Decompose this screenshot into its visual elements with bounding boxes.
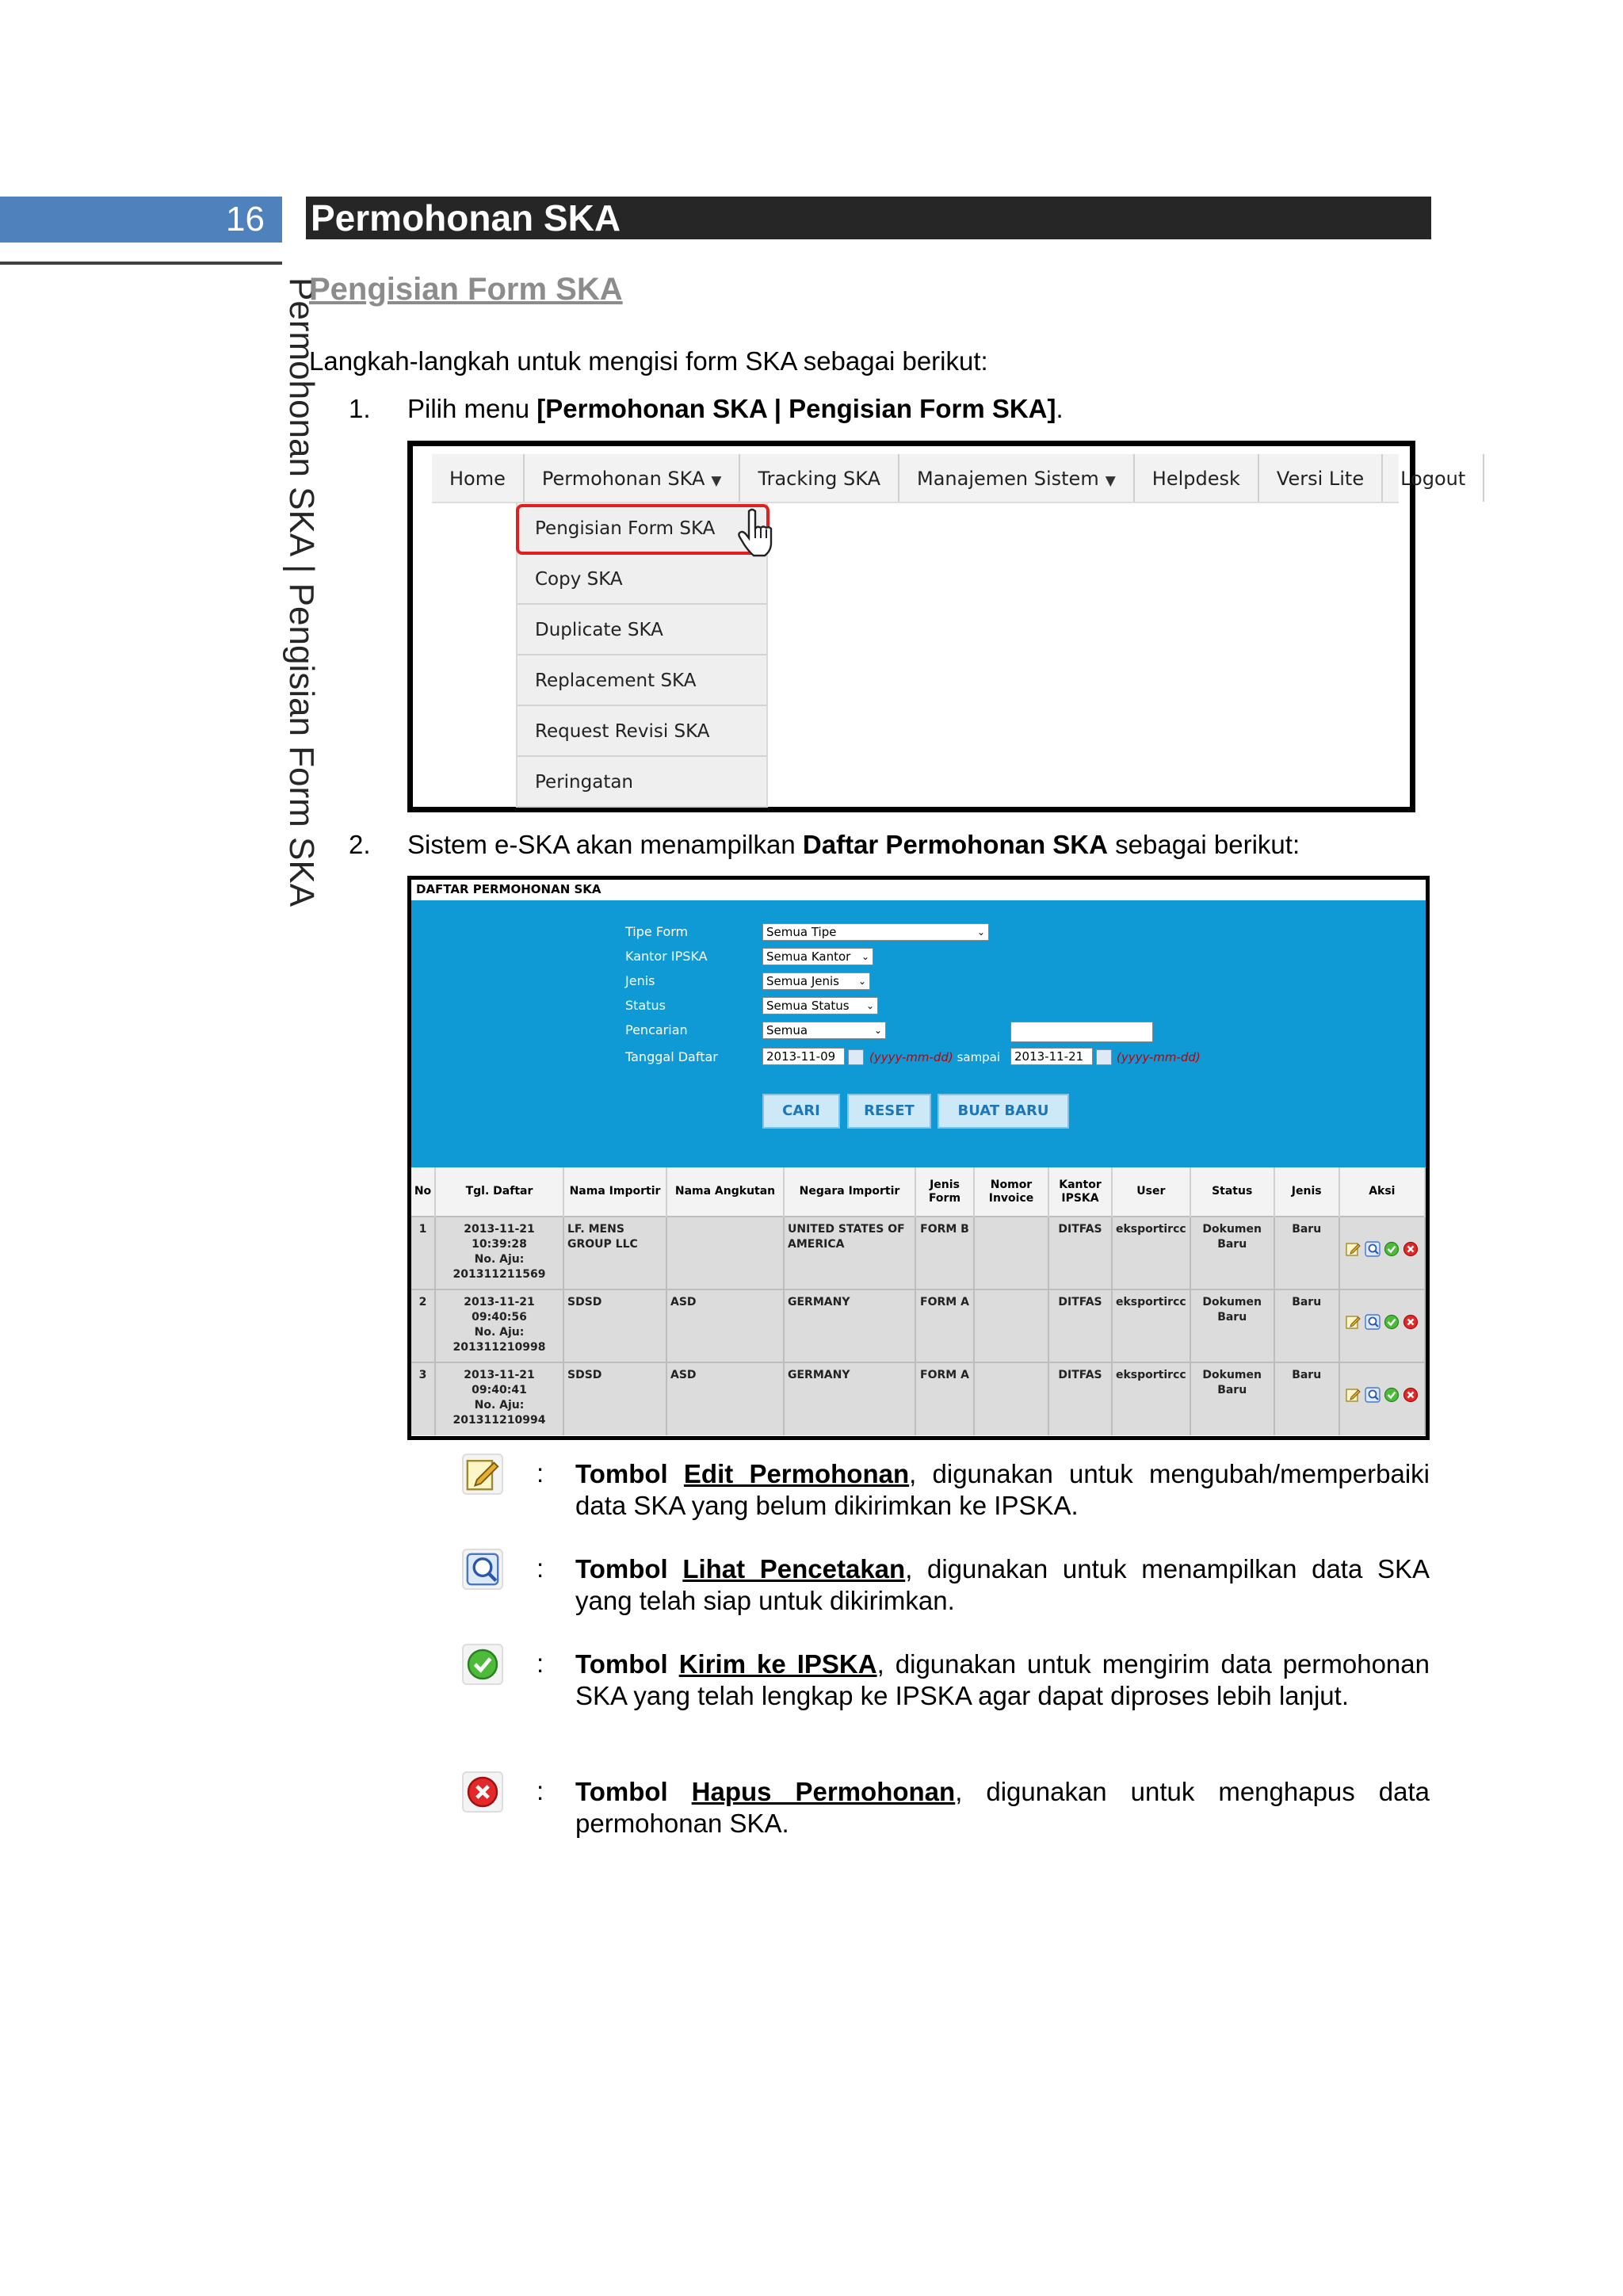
menu-screenshot (407, 441, 1466, 812)
col-tgl-daftar: Tgl. Daftar (435, 1167, 563, 1217)
cell-aksi (1339, 1289, 1425, 1362)
select-pencarian-value: Semua (766, 1023, 808, 1037)
col-user: User (1112, 1167, 1190, 1217)
cell-user: eksportircc (1112, 1289, 1190, 1362)
cell-importir: LF. MENS GROUP LLC (563, 1217, 666, 1289)
view-icon (462, 1549, 503, 1590)
send-icon[interactable] (1384, 1314, 1400, 1330)
chevron-down-icon: ⌄ (976, 926, 985, 938)
table-row (411, 1217, 1425, 1289)
cell-status: Dokumen Baru (1190, 1289, 1274, 1362)
legend-lead: Tombol (575, 1554, 683, 1584)
delete-icon[interactable] (1403, 1387, 1419, 1403)
cell-aju-label: No. Aju: (474, 1253, 525, 1266)
chevron-down-icon: ⌄ (861, 951, 869, 962)
menu-versi-lite[interactable]: Versi Lite (1259, 454, 1383, 502)
col-aksi: Aksi (1339, 1167, 1425, 1217)
step-1-number: 1. (349, 394, 371, 423)
cell-invoice (974, 1362, 1048, 1435)
step-2-post: sebagai berikut: (1107, 830, 1300, 859)
col-nomor-invoice: Nomor Invoice (974, 1167, 1048, 1217)
cell-status: Dokumen Baru (1190, 1362, 1274, 1435)
daftar-title: DAFTAR PERMOHONAN SKA (411, 880, 1426, 900)
edit-icon[interactable] (1346, 1241, 1361, 1257)
select-tipe-form[interactable] (762, 923, 989, 941)
step-2-text (407, 829, 1300, 861)
cell-tgl-daftar (435, 1289, 563, 1362)
hand-cursor-icon (738, 508, 773, 559)
table-header-row (411, 1167, 1425, 1217)
label-status: Status (625, 998, 666, 1013)
select-pencarian[interactable] (762, 1022, 886, 1039)
col-jenis-form: Jenis Form (915, 1167, 974, 1217)
step-1-pre: Pilih menu (407, 394, 537, 423)
edit-icon[interactable] (1346, 1314, 1361, 1330)
step-2-number: 2. (349, 830, 371, 859)
cell-importir: SDSD (563, 1362, 666, 1435)
cell-jenis: Baru (1274, 1362, 1339, 1435)
cell-invoice (974, 1289, 1048, 1362)
cell-negara: GERMANY (784, 1289, 915, 1362)
menu-tracking-ska[interactable]: Tracking SKA (740, 454, 899, 502)
cell-tgl: 2013-11-21 (464, 1296, 535, 1308)
menu-manajemen-label: Manajemen Sistem (916, 468, 1099, 490)
cell-no: 2 (411, 1289, 435, 1362)
cell-jam: 09:40:41 (472, 1384, 527, 1396)
view-icon[interactable] (1365, 1387, 1381, 1403)
date-range-text (869, 1050, 1000, 1064)
reset-button[interactable]: RESET (847, 1094, 931, 1129)
legend-desc: , digunakan untuk mengirim data permohonan SKA yang telah lengkap ke IPSKA agar dapat diproses lebih lanjut. (575, 1649, 1430, 1710)
menu-permohonan-ska[interactable] (525, 454, 741, 502)
chevron-down-icon: ⌄ (873, 1025, 882, 1036)
chevron-down-icon: ⌄ (865, 1000, 874, 1011)
menu-helpdesk[interactable]: Helpdesk (1135, 454, 1259, 502)
cell-importir: SDSD (563, 1289, 666, 1362)
col-no: No (411, 1167, 435, 1217)
legend-text (575, 1553, 1430, 1617)
legend-button-name: Lihat Pencetakan (682, 1554, 906, 1584)
table-row (411, 1362, 1425, 1435)
highlight-box (516, 504, 769, 555)
col-nama-angkutan: Nama Angkutan (666, 1167, 784, 1217)
select-jenis-value: Semua Jenis (766, 974, 839, 988)
cell-jenis-form: FORM A (915, 1289, 974, 1362)
cell-no: 3 (411, 1362, 435, 1435)
cell-negara: GERMANY (784, 1362, 915, 1435)
label-kantor: Kantor IPSKA (625, 949, 708, 964)
legend-lead: Tombol (575, 1777, 692, 1806)
cell-angkutan: ASD (666, 1362, 784, 1435)
cell-jenis: Baru (1274, 1289, 1339, 1362)
legend-colon: : (537, 1648, 544, 1678)
chevron-down-icon: ⌄ (857, 976, 866, 987)
send-icon[interactable] (1384, 1241, 1400, 1257)
legend-desc: , digunakan untuk menghapus data permohonan SKA. (575, 1777, 1430, 1838)
col-nama-importir: Nama Importir (563, 1167, 666, 1217)
col-kantor-ipska: Kantor IPSKA (1048, 1167, 1112, 1217)
cell-aju-label: No. Aju: (474, 1326, 525, 1339)
intro-text: Langkah-langkah untuk mengisi form SKA sebagai berikut: (309, 346, 988, 376)
step-2-bold: Daftar Permohonan SKA (802, 830, 1108, 859)
edit-icon[interactable] (1346, 1387, 1361, 1403)
legend-lead: Tombol (575, 1459, 684, 1488)
cell-kantor: DITFAS (1048, 1217, 1112, 1289)
view-icon[interactable] (1365, 1241, 1381, 1257)
dropdown-peringatan[interactable]: Peringatan (517, 757, 766, 808)
send-icon[interactable] (1384, 1387, 1400, 1403)
cell-angkutan (666, 1217, 784, 1289)
cell-jenis-form: FORM B (915, 1217, 974, 1289)
dropdown-request-revisi-ska[interactable]: Request Revisi SKA (517, 706, 766, 757)
delete-icon[interactable] (1403, 1314, 1419, 1330)
cell-jam: 09:40:56 (472, 1311, 527, 1324)
legend-desc: , digunakan untuk menampilkan data SKA yang telah siap untuk dikirimkan. (575, 1554, 1430, 1615)
col-negara-importir: Negara Importir (784, 1167, 915, 1217)
date-from-input[interactable]: 2013-11-09 (762, 1048, 845, 1065)
select-status-value: Semua Status (766, 999, 850, 1013)
date-to-input[interactable]: 2013-11-21 (1010, 1048, 1093, 1065)
cell-status: Dokumen Baru (1190, 1217, 1274, 1289)
label-pencarian: Pencarian (625, 1022, 688, 1037)
sampai-label: sampai (957, 1050, 1001, 1064)
daftar-screenshot (407, 876, 1430, 1440)
send-icon (462, 1644, 503, 1685)
cell-aju: 201311211569 (453, 1268, 546, 1281)
cell-kantor: DITFAS (1048, 1289, 1112, 1362)
cari-button[interactable]: CARI (762, 1094, 840, 1129)
select-tipe-form-value: Semua Tipe (766, 925, 837, 939)
legend-button-name: Hapus Permohonan (691, 1777, 956, 1806)
delete-icon (462, 1771, 503, 1813)
legend-colon: : (537, 1553, 544, 1583)
cell-jam: 10:39:28 (472, 1238, 527, 1251)
dropdown-duplicate-ska[interactable]: Duplicate SKA (517, 605, 766, 655)
side-label: Permohonan SKA | Pengisian Form SKA (282, 277, 321, 907)
cell-no: 1 (411, 1217, 435, 1289)
legend-lead: Tombol (575, 1649, 679, 1679)
dropdown-pengisian-form-ska[interactable]: Pengisian Form SKA (517, 503, 766, 554)
label-tanggal-daftar: Tanggal Daftar (625, 1049, 718, 1064)
cell-kantor: DITFAS (1048, 1362, 1112, 1435)
cell-invoice (974, 1217, 1048, 1289)
page-number-underline (0, 262, 282, 265)
date-hint-2: (yyyy-mm-dd) (1117, 1050, 1201, 1064)
select-status[interactable] (762, 997, 878, 1014)
dropdown-replacement-ska[interactable]: Replacement SKA (517, 655, 766, 706)
cell-tgl-daftar (435, 1362, 563, 1435)
delete-icon[interactable] (1403, 1241, 1419, 1257)
date-hint-1: (yyyy-mm-dd) (869, 1050, 953, 1064)
menu-home[interactable]: Home (432, 454, 525, 502)
menu-manajemen-sistem[interactable] (899, 454, 1135, 502)
cell-tgl: 2013-11-21 (464, 1369, 535, 1381)
cell-angkutan: ASD (666, 1289, 784, 1362)
cell-jenis: Baru (1274, 1217, 1339, 1289)
select-jenis[interactable] (762, 972, 870, 990)
legend-desc: , digunakan untuk mengubah/memperbaiki data SKA yang belum dikirimkan ke IPSKA. (575, 1459, 1430, 1520)
cell-aju: 201311210998 (453, 1341, 546, 1354)
calendar-icon[interactable] (848, 1049, 864, 1065)
search-panel (411, 900, 1426, 1167)
label-tipe-form: Tipe Form (625, 924, 689, 939)
legend-colon: : (537, 1776, 544, 1805)
search-input[interactable] (1010, 1022, 1153, 1042)
buat-baru-button[interactable]: BUAT BARU (938, 1094, 1069, 1129)
step-1-bold: [Permohonan SKA | Pengisian Form SKA] (537, 394, 1056, 423)
cell-negara: UNITED STATES OF AMERICA (784, 1217, 915, 1289)
legend-text (575, 1458, 1430, 1522)
menu-logout[interactable]: Logout (1383, 454, 1484, 502)
chevron-down-icon: ▼ (1105, 473, 1116, 489)
cell-aksi (1339, 1362, 1425, 1435)
calendar-icon[interactable] (1096, 1049, 1112, 1065)
dropdown-copy-ska[interactable]: Copy SKA (517, 554, 766, 605)
step-1-text (407, 393, 1064, 425)
col-jenis: Jenis (1274, 1167, 1339, 1217)
section-title: Pengisian Form SKA (309, 272, 623, 307)
cell-jenis-form: FORM A (915, 1362, 974, 1435)
legend-button-name: Edit Permohonan (683, 1459, 910, 1488)
step-1-post: . (1056, 394, 1064, 423)
permohonan-table (411, 1167, 1426, 1435)
legend-colon: : (537, 1458, 544, 1488)
cell-user: eksportircc (1112, 1362, 1190, 1435)
cell-tgl-daftar (435, 1217, 563, 1289)
step-2-pre: Sistem e-SKA akan menampilkan (407, 830, 803, 859)
col-status: Status (1190, 1167, 1274, 1217)
legend-text (575, 1648, 1430, 1712)
cell-tgl: 2013-11-21 (464, 1223, 535, 1236)
cell-aju-label: No. Aju: (474, 1399, 525, 1412)
table-row (411, 1289, 1425, 1362)
cell-user: eksportircc (1112, 1217, 1190, 1289)
cell-aksi (1339, 1217, 1425, 1289)
edit-icon (462, 1454, 503, 1495)
page-number: 16 (0, 197, 282, 243)
select-kantor[interactable] (762, 948, 873, 965)
legend-text (575, 1776, 1430, 1839)
chevron-down-icon: ▼ (711, 473, 722, 489)
view-icon[interactable] (1365, 1314, 1381, 1330)
cell-aju: 201311210994 (453, 1414, 546, 1427)
legend-button-name: Kirim ke IPSKA (678, 1649, 877, 1679)
chapter-title: Permohonan SKA (306, 197, 1431, 239)
menu-permohonan-label: Permohonan SKA (541, 468, 705, 490)
label-jenis: Jenis (625, 973, 655, 988)
main-menu-bar (432, 454, 1466, 503)
select-kantor-value: Semua Kantor (766, 949, 851, 964)
